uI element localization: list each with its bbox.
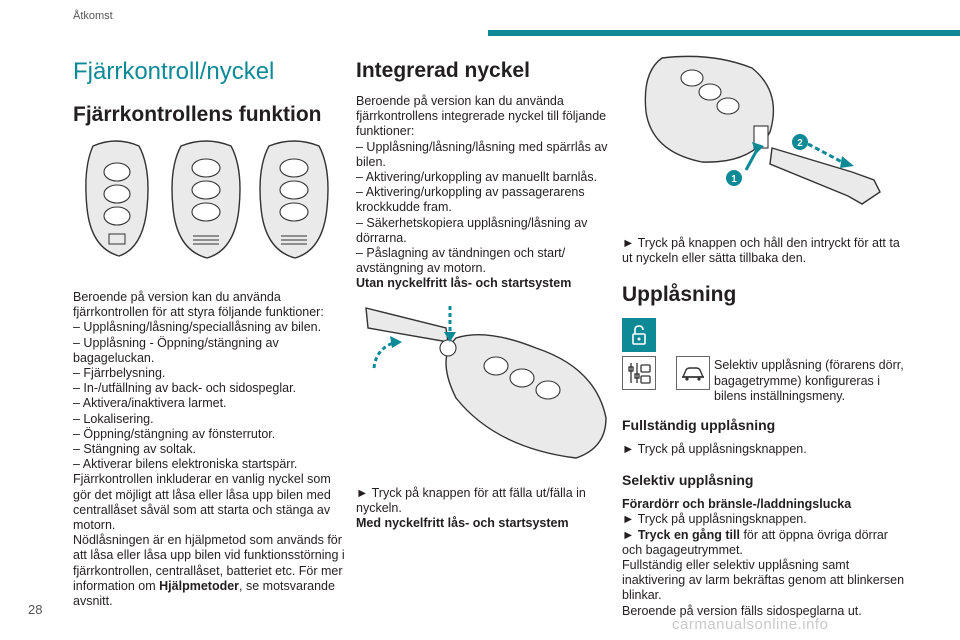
heading-selective-unlock: Selektiv upplåsning <box>622 472 754 489</box>
page-number: 28 <box>28 602 43 617</box>
car-icon <box>676 356 710 390</box>
key-note: Fjärrkontrollen inkluderar en vanlig nyckel som gör det möjligt att låsa eller låsa upp bilen med centrallåset såväl som att starta och stänga av motorn. <box>73 472 331 533</box>
function-item: – Aktivering/urkoppling av manuellt barnlås. <box>356 170 598 185</box>
mirrors-note: Beroende på version fälls sidospeglarna ut. <box>622 603 862 618</box>
settings-sliders-icon <box>622 356 656 390</box>
selective-step-2 <box>622 528 908 558</box>
callout-2: 2 <box>797 138 803 149</box>
function-item: – Upplåsning - Öppning/stängning av bagageluckan. <box>73 335 279 365</box>
remote-keys-illustration <box>73 138 345 268</box>
column-3 <box>622 52 908 619</box>
page-title: Fjärrkontroll/nyckel <box>73 58 275 85</box>
function-item: – Öppning/stängning av fönsterrutor. <box>73 426 276 441</box>
press-hold-instruction: ► Tryck på knappen och håll den intryckt för att ta ut nyckeln eller sätta tillbaka den. <box>622 236 900 266</box>
selective-step-2-bold: ► Tryck en gång till <box>622 527 740 542</box>
function-item: – Stängning av soltak. <box>73 442 196 457</box>
press-to-fold-instruction: ► Tryck på knappen för att fälla ut/fälla in nyckeln. <box>356 485 586 515</box>
emergency-note <box>73 533 345 609</box>
function-item: – In-/utfällning av back- och sidospeglar. <box>73 381 297 396</box>
lock-open-icon <box>622 318 656 352</box>
function-item: – Aktiverar bilens elektroniska startspärr. <box>73 457 298 472</box>
callout-1: 1 <box>731 174 737 185</box>
selective-step-1: ► Tryck på upplåsningsknappen. <box>622 512 807 527</box>
column-2 <box>356 52 612 531</box>
section-heading-unlock: Upplåsning <box>622 283 737 307</box>
function-item: – Upplåsning/låsning/låsning med spärrlås av bilen. <box>356 139 608 169</box>
footer-watermark: carmanualsonline.info <box>672 616 829 633</box>
emergency-link-text: Hjälpmetoder <box>159 578 240 593</box>
subheading-without-keyless: Utan nyckelfritt lås- och startsystem <box>356 276 572 291</box>
section-header: Åtkomst <box>73 10 113 22</box>
unlock-confirmation: Fullständig eller selektiv upplåsning samt inaktivering av larm bekräftas genom att blinkersen blinkar. <box>622 558 905 603</box>
remote-intro: Beroende på version kan du använda fjärrkontrollen för att styra följande funktioner: <box>73 290 324 320</box>
driver-door-label: Förardörr och bränsle-/laddningslucka <box>622 497 852 512</box>
remove-key-illustration <box>622 52 902 222</box>
subheading-with-keyless: Med nyckelfritt lås- och startsystem <box>356 516 569 531</box>
function-item: – Påslagning av tändningen och start/ avstängning av motorn. <box>356 246 566 276</box>
heading-full-unlock: Fullständig upplåsning <box>622 417 776 434</box>
function-item: – Fjärrbelysning. <box>73 366 166 381</box>
header-accent-bar <box>488 30 960 36</box>
function-item: – Aktivering/urkoppling av passagerarens krockkudde fram. <box>356 185 585 215</box>
section-heading-remote-function: Fjärrkontrollens funktion <box>73 103 322 126</box>
function-item: – Aktivera/inaktivera larmet. <box>73 396 227 411</box>
integrated-intro: Beroende på version kan du använda fjärrkontrollens integrerade nyckel till följande funktioner: <box>356 94 607 139</box>
selective-unlock-info: Selektiv upplåsning (förarens dörr, bagagetrymme) konfigureras i bilens inställningsmeny. <box>714 358 904 403</box>
function-item: – Lokalisering. <box>73 411 154 426</box>
emergency-text-end: , se motsvarande avsnitt. <box>73 578 335 609</box>
fold-key-illustration <box>356 298 612 478</box>
full-unlock-step: ► Tryck på upplåsningsknappen. <box>622 442 807 457</box>
section-heading-integrated-key: Integrerad nyckel <box>356 59 530 82</box>
selective-step-2-rest: för att öppna övriga dörrar och bagageutrymmet. <box>622 527 888 557</box>
function-item: – Upplåsning/låsning/speciallåsning av bilen. <box>73 320 322 335</box>
emergency-text: Nödlåsningen är en hjälpmetod som används för att låsa eller låsa upp bilen vid funktionsstörning i fjärrkontrollen, centrallåset, batteriet etc. För mer information om <box>73 533 345 593</box>
function-item: – Säkerhetskopiera upplåsning/låsning av dörrarna. <box>356 215 588 245</box>
column-1 <box>73 52 345 609</box>
